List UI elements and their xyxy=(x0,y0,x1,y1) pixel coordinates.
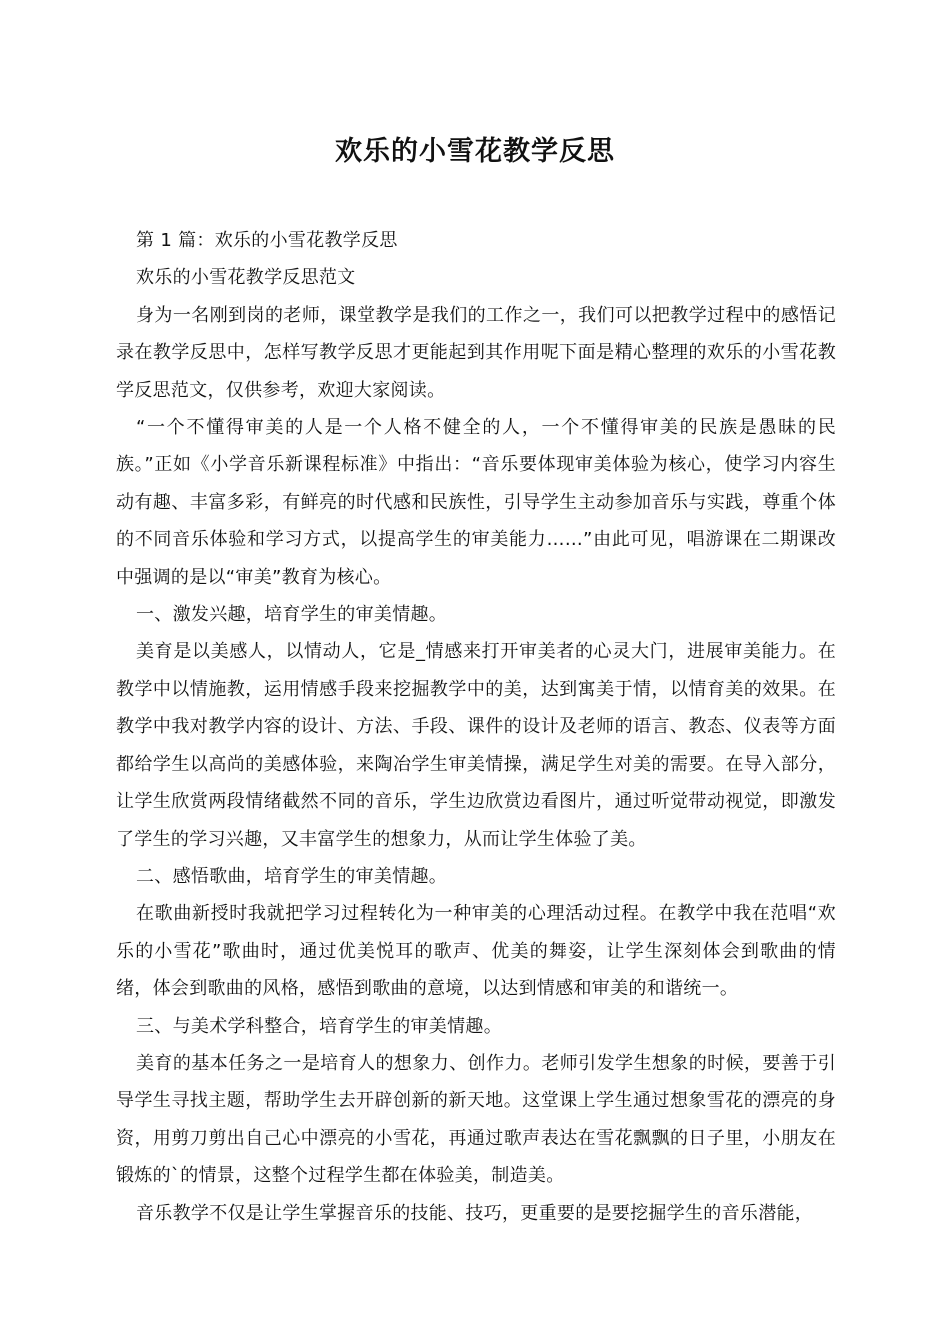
paragraph-intro: 身为一名刚到岗的老师，课堂教学是我们的工作之一，我们可以把教学过程中的感悟记录在教学反思中，怎样写教学反思才更能起到其作用呢下面是精心整理的欢乐的小雪花教学反思范文，仅供参考，欢迎大家阅读。 xyxy=(116,304,836,401)
paragraph-section-2: 在歌曲新授时我就把学习过程转化为一种审美的心理活动过程。在教学中我在范唱“欢乐的小雪花”歌曲时，通过优美悦耳的歌声、优美的舞姿，让学生深刻体会到歌曲的情绪，体会到歌曲的风格，感悟到歌曲的意境，以达到情感和审美的和谐统一。 xyxy=(116,903,836,1000)
document-title: 欢乐的小雪花教学反思 xyxy=(335,136,615,167)
section-heading-1: 一、激发兴趣，培育学生的审美情趣。 xyxy=(136,604,448,626)
paragraph-subtitle: 欢乐的小雪花教学反思范文 xyxy=(136,267,356,289)
section-heading-3: 三、与美术学科整合，培育学生的审美情趣。 xyxy=(136,1015,502,1037)
paragraph-closing: 音乐教学不仅是让学生掌握音乐的技能、技巧，更重要的是要挖掘学生的音乐潜能， xyxy=(136,1202,814,1224)
paragraph-section-1: 美育是以美感人，以情动人，它是_情感来打开审美者的心灵大门，进展审美能力。在教学中以情施教，运用情感手段来挖掘教学中的美，达到寓美于情，以情育美的效果。在教学中我对教学内容的设计、方法、手段、课件的设计及老师的语言、教态、仪表等方面都给学生以高尚的美感体验，来陶冶学生审美情操，满足学生对美的需要。在导入部分，让学生欣赏两段情绪截然不同的音乐，学生边欣赏边看图片，通过听觉带动视觉，即激发了学生的学习兴趣，又丰富学生的想象力，从而让学生体验了美。 xyxy=(116,641,836,850)
paragraph-section-3: 美育的基本任务之一是培育人的想象力、创作力。老师引发学生想象的时候，要善于引导学生寻找主题，帮助学生去开辟创新的新天地。这堂课上学生通过想象雪花的漂亮的身资，用剪刀剪出自己心中漂亮的小雪花，再通过歌声表达在雪花飘飘的日子里，小朋友在锻炼的`的情景，这整个过程学生都在体验美，制造美。 xyxy=(116,1052,836,1187)
paragraph-chapter-heading: 第 1 篇：欢乐的小雪花教学反思 xyxy=(136,230,398,251)
section-heading-2: 二、感悟歌曲，培育学生的审美情趣。 xyxy=(136,865,448,887)
paragraph-quote: “一个不懂得审美的人是一个人格不健全的人，一个不懂得审美的民族是愚昧的民族。”正如《小学音乐新课程标准》中指出：“音乐要体现审美体验为核心，使学习内容生动有趣、丰富多彩，有鲜亮的时代感和民族性，引导学生主动参加音乐与实践，尊重个体的不同音乐体验和学习方式，以提高学生的审美能力……”由此可见，唱游课在二期课改中强调的是以“审美”教育为核心。 xyxy=(116,417,836,588)
document-body xyxy=(116,222,836,1232)
